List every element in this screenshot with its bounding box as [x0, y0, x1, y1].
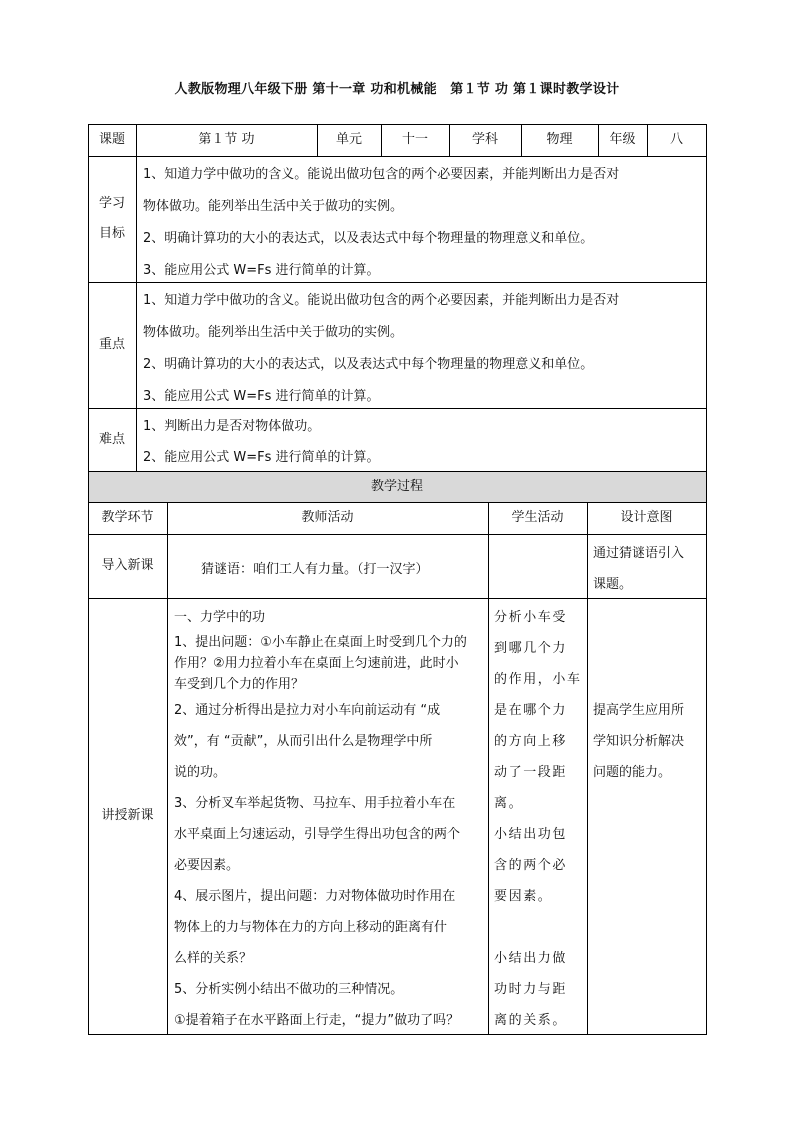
subject-value: 物理	[546, 132, 573, 148]
intro-teacher-activity: 猜谜语：咱们工人有力量。（打一汉字）	[201, 562, 429, 577]
lecture-teacher-line: 水平桌面上匀速运动，引导学生得出功包含的两个	[174, 827, 461, 842]
subject-label: 学科	[471, 132, 498, 148]
objectives-label-line: 学习	[98, 196, 125, 212]
column-header-teacher: 教师活动	[301, 510, 354, 526]
grid-line	[88, 156, 707, 157]
key-points-label: 重点	[98, 337, 125, 353]
lecture-teacher-line: 么样的关系？	[174, 951, 253, 966]
grid-line	[88, 598, 707, 599]
lecture-student-line: 动了一段距	[494, 765, 568, 780]
grid-line	[488, 502, 489, 1035]
lecture-student-line: 离的关系。	[494, 1013, 568, 1028]
lecture-student-line: 分析小车受	[494, 610, 568, 625]
unit-value: 十一	[401, 132, 428, 148]
lecture-teacher-line: 1、提出问题：①小车静止在桌面上时受到几个力的	[174, 635, 467, 650]
lecture-intent-line: 学知识分析解决	[593, 734, 685, 749]
lecture-teacher-line: 作用？②用力拉着小车在桌面上匀速前进，此时小	[174, 656, 459, 671]
process-heading: 教学过程	[370, 478, 423, 494]
topic-value: 第１节 功	[198, 132, 255, 148]
lecture-intent-line: 提高学生应用所	[593, 703, 685, 718]
topic-label: 课题	[98, 132, 125, 148]
grid-line	[88, 534, 707, 535]
document-title: 人教版物理八年级下册 第十一章 功和机械能 第１节 功 第１课时教学设计	[174, 82, 620, 97]
intro-intent-line: 通过猜谜语引入	[593, 546, 685, 561]
lecture-student-line: 功时力与距	[494, 982, 568, 997]
lecture-intent-line: 问题的能力。	[593, 765, 672, 780]
lecture-stage: 讲授新课	[101, 808, 154, 824]
grid-line	[88, 408, 707, 409]
difficulties-line: 1、判断出力是否对物体做功。	[143, 419, 321, 434]
unit-label: 单元	[335, 132, 362, 148]
lecture-teacher-line: 物体上的力与物体在力的方向上移动的距离有什	[174, 920, 448, 935]
lecture-teacher-line: ①提着箱子在水平路面上行走，“提力”做功了吗？	[174, 1013, 460, 1028]
key-points-line: 物体做功。能列举出生活中关于做功的实例。	[143, 325, 404, 340]
key-points-line: 3、能应用公式 W=Fs 进行简单的计算。	[143, 389, 380, 404]
grid-line	[167, 502, 168, 1035]
lecture-student-line: 小结出力做	[494, 951, 568, 966]
objectives-line: 1、知道力学中做功的含义。能说出做功包含的两个必要因素，并能判断出力是否对	[143, 167, 620, 182]
objectives-line: 3、能应用公式 W=Fs 进行简单的计算。	[143, 263, 380, 278]
difficulties-line: 2、能应用公式 W=Fs 进行简单的计算。	[143, 450, 380, 465]
lecture-teacher-line: 2、通过分析得出是拉力对小车向前运动有 “成	[174, 703, 441, 718]
lecture-teacher-line: 必要因素。	[174, 858, 240, 873]
lecture-student-line: 的作用，小车	[494, 672, 582, 687]
column-header-student: 学生活动	[511, 510, 564, 526]
lecture-teacher-line: 5、分析实例小结出不做功的三种情况。	[174, 982, 404, 997]
lecture-teacher-line: 3、分析叉车举起货物、马拉车、用手拉着小车在	[174, 796, 456, 811]
column-header-stage: 教学环节	[101, 510, 154, 526]
grid-line	[587, 502, 588, 1035]
lecture-student-line: 小结出功包	[494, 827, 568, 842]
grid-line	[88, 282, 707, 283]
objectives-line: 物体做功。能列举出生活中关于做功的实例。	[143, 199, 404, 214]
grid-line	[88, 1034, 707, 1035]
grid-line	[706, 124, 707, 1035]
lecture-teacher-line: 说的功。	[174, 765, 227, 780]
lecture-teacher-line: 效”，有 “贡献”，从而引出什么是物理学中所	[174, 734, 433, 749]
key-points-line: 2、明确计算功的大小的表达式，以及表达式中每个物理量的物理意义和单位。	[143, 357, 594, 372]
key-points-line: 1、知道力学中做功的含义。能说出做功包含的两个必要因素，并能判断出力是否对	[143, 293, 620, 308]
intro-intent-line: 课题。	[593, 577, 633, 592]
difficulties-label: 难点	[98, 431, 125, 447]
grade-value: 八	[669, 132, 683, 148]
lecture-student-line: 要因素。	[494, 889, 553, 904]
lecture-student-line: 的方向上移	[494, 734, 568, 749]
grid-line	[136, 124, 137, 471]
objectives-label	[88, 156, 136, 282]
intro-stage: 导入新课	[101, 558, 154, 574]
lecture-student-line: 离。	[494, 796, 524, 811]
column-header-intent: 设计意图	[620, 510, 673, 526]
objectives-label-line: 目标	[98, 226, 125, 241]
lecture-student-line: 是在哪个力	[494, 703, 568, 718]
lecture-student-line: 到哪几个力	[494, 641, 568, 656]
grade-label: 年级	[609, 132, 636, 148]
lecture-teacher-line: 一、力学中的功	[174, 610, 266, 625]
objectives-line: 2、明确计算功的大小的表达式，以及表达式中每个物理量的物理意义和单位。	[143, 231, 594, 246]
lecture-teacher-line: 4、展示图片，提出问题：力对物体做功时作用在	[174, 889, 456, 904]
lecture-teacher-line: 车受到几个力的作用？	[174, 677, 305, 692]
lecture-student-line: 含的两个必	[494, 858, 568, 873]
